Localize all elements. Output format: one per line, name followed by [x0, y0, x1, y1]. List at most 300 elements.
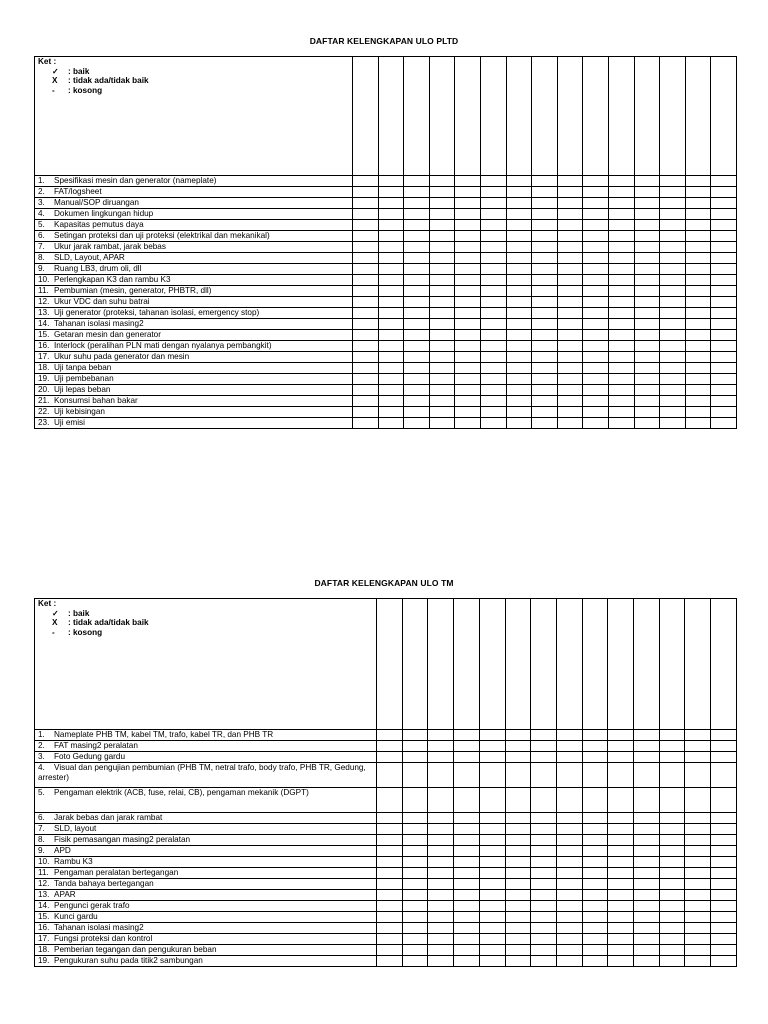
check-mark-cell[interactable]	[505, 912, 531, 923]
check-mark-cell[interactable]	[634, 275, 660, 286]
check-mark-cell[interactable]	[377, 824, 403, 835]
check-mark-cell[interactable]	[583, 242, 609, 253]
check-mark-cell[interactable]	[378, 396, 404, 407]
check-mark-cell[interactable]	[634, 923, 660, 934]
check-mark-cell[interactable]	[353, 374, 379, 385]
check-mark-cell[interactable]	[711, 945, 737, 956]
check-mark-cell[interactable]	[454, 752, 480, 763]
check-mark-cell[interactable]	[556, 956, 582, 967]
check-mark-cell[interactable]	[532, 352, 558, 363]
check-mark-cell[interactable]	[479, 835, 505, 846]
check-mark-cell[interactable]	[377, 934, 403, 945]
check-mark-cell[interactable]	[404, 187, 430, 198]
check-mark-cell[interactable]	[608, 752, 634, 763]
check-mark-cell[interactable]	[634, 374, 660, 385]
check-mark-cell[interactable]	[479, 788, 505, 813]
check-mark-cell[interactable]	[608, 231, 634, 242]
check-mark-cell[interactable]	[506, 264, 532, 275]
check-mark-cell[interactable]	[402, 934, 428, 945]
check-mark-cell[interactable]	[353, 264, 379, 275]
check-mark-cell[interactable]	[532, 220, 558, 231]
check-mark-cell[interactable]	[532, 363, 558, 374]
header-mark-cell[interactable]	[454, 599, 480, 730]
check-mark-cell[interactable]	[377, 788, 403, 813]
header-mark-cell[interactable]	[480, 57, 506, 176]
header-mark-cell[interactable]	[378, 57, 404, 176]
check-mark-cell[interactable]	[505, 890, 531, 901]
header-mark-cell[interactable]	[634, 599, 660, 730]
check-mark-cell[interactable]	[402, 956, 428, 967]
check-mark-cell[interactable]	[428, 741, 454, 752]
check-mark-cell[interactable]	[428, 857, 454, 868]
check-mark-cell[interactable]	[634, 901, 660, 912]
check-mark-cell[interactable]	[557, 176, 583, 187]
check-mark-cell[interactable]	[506, 308, 532, 319]
check-mark-cell[interactable]	[506, 253, 532, 264]
check-mark-cell[interactable]	[480, 176, 506, 187]
check-mark-cell[interactable]	[608, 242, 634, 253]
check-mark-cell[interactable]	[454, 868, 480, 879]
check-mark-cell[interactable]	[353, 209, 379, 220]
check-mark-cell[interactable]	[556, 788, 582, 813]
header-mark-cell[interactable]	[402, 599, 428, 730]
check-mark-cell[interactable]	[557, 198, 583, 209]
check-mark-cell[interactable]	[428, 945, 454, 956]
check-mark-cell[interactable]	[582, 741, 608, 752]
header-mark-cell[interactable]	[711, 599, 737, 730]
check-mark-cell[interactable]	[634, 253, 660, 264]
check-mark-cell[interactable]	[556, 879, 582, 890]
check-mark-cell[interactable]	[608, 176, 634, 187]
check-mark-cell[interactable]	[454, 824, 480, 835]
check-mark-cell[interactable]	[634, 824, 660, 835]
check-mark-cell[interactable]	[479, 901, 505, 912]
check-mark-cell[interactable]	[685, 752, 711, 763]
header-mark-cell[interactable]	[404, 57, 430, 176]
check-mark-cell[interactable]	[556, 912, 582, 923]
check-mark-cell[interactable]	[402, 813, 428, 824]
check-mark-cell[interactable]	[506, 209, 532, 220]
check-mark-cell[interactable]	[506, 176, 532, 187]
check-mark-cell[interactable]	[532, 297, 558, 308]
check-mark-cell[interactable]	[711, 890, 737, 901]
check-mark-cell[interactable]	[353, 253, 379, 264]
check-mark-cell[interactable]	[377, 945, 403, 956]
check-mark-cell[interactable]	[404, 264, 430, 275]
check-mark-cell[interactable]	[506, 286, 532, 297]
check-mark-cell[interactable]	[531, 835, 557, 846]
check-mark-cell[interactable]	[634, 934, 660, 945]
check-mark-cell[interactable]	[556, 890, 582, 901]
check-mark-cell[interactable]	[711, 912, 737, 923]
check-mark-cell[interactable]	[353, 319, 379, 330]
check-mark-cell[interactable]	[506, 198, 532, 209]
check-mark-cell[interactable]	[582, 890, 608, 901]
check-mark-cell[interactable]	[506, 396, 532, 407]
check-mark-cell[interactable]	[685, 741, 711, 752]
check-mark-cell[interactable]	[402, 868, 428, 879]
check-mark-cell[interactable]	[506, 330, 532, 341]
check-mark-cell[interactable]	[378, 242, 404, 253]
check-mark-cell[interactable]	[531, 788, 557, 813]
check-mark-cell[interactable]	[634, 813, 660, 824]
check-mark-cell[interactable]	[377, 835, 403, 846]
check-mark-cell[interactable]	[583, 275, 609, 286]
check-mark-cell[interactable]	[711, 352, 737, 363]
check-mark-cell[interactable]	[685, 275, 711, 286]
check-mark-cell[interactable]	[531, 912, 557, 923]
check-mark-cell[interactable]	[634, 176, 660, 187]
check-mark-cell[interactable]	[711, 319, 737, 330]
check-mark-cell[interactable]	[378, 374, 404, 385]
check-mark-cell[interactable]	[659, 835, 685, 846]
check-mark-cell[interactable]	[685, 209, 711, 220]
check-mark-cell[interactable]	[404, 385, 430, 396]
check-mark-cell[interactable]	[479, 813, 505, 824]
check-mark-cell[interactable]	[429, 286, 455, 297]
check-mark-cell[interactable]	[660, 242, 686, 253]
check-mark-cell[interactable]	[634, 187, 660, 198]
check-mark-cell[interactable]	[402, 857, 428, 868]
check-mark-cell[interactable]	[454, 901, 480, 912]
check-mark-cell[interactable]	[556, 945, 582, 956]
check-mark-cell[interactable]	[711, 396, 737, 407]
check-mark-cell[interactable]	[556, 901, 582, 912]
header-mark-cell[interactable]	[685, 57, 711, 176]
check-mark-cell[interactable]	[455, 297, 481, 308]
check-mark-cell[interactable]	[377, 813, 403, 824]
check-mark-cell[interactable]	[455, 253, 481, 264]
header-mark-cell[interactable]	[506, 57, 532, 176]
check-mark-cell[interactable]	[711, 741, 737, 752]
check-mark-cell[interactable]	[711, 363, 737, 374]
check-mark-cell[interactable]	[378, 209, 404, 220]
check-mark-cell[interactable]	[659, 763, 685, 788]
check-mark-cell[interactable]	[531, 741, 557, 752]
check-mark-cell[interactable]	[660, 308, 686, 319]
check-mark-cell[interactable]	[711, 407, 737, 418]
check-mark-cell[interactable]	[479, 763, 505, 788]
check-mark-cell[interactable]	[353, 275, 379, 286]
check-mark-cell[interactable]	[582, 956, 608, 967]
check-mark-cell[interactable]	[608, 341, 634, 352]
check-mark-cell[interactable]	[634, 730, 660, 741]
check-mark-cell[interactable]	[711, 763, 737, 788]
check-mark-cell[interactable]	[506, 297, 532, 308]
header-mark-cell[interactable]	[455, 57, 481, 176]
check-mark-cell[interactable]	[402, 835, 428, 846]
check-mark-cell[interactable]	[429, 330, 455, 341]
check-mark-cell[interactable]	[583, 264, 609, 275]
check-mark-cell[interactable]	[608, 264, 634, 275]
check-mark-cell[interactable]	[480, 374, 506, 385]
check-mark-cell[interactable]	[634, 209, 660, 220]
check-mark-cell[interactable]	[685, 824, 711, 835]
check-mark-cell[interactable]	[660, 352, 686, 363]
check-mark-cell[interactable]	[378, 363, 404, 374]
check-mark-cell[interactable]	[583, 407, 609, 418]
check-mark-cell[interactable]	[608, 879, 634, 890]
check-mark-cell[interactable]	[506, 418, 532, 429]
check-mark-cell[interactable]	[532, 187, 558, 198]
header-mark-cell[interactable]	[377, 599, 403, 730]
check-mark-cell[interactable]	[531, 813, 557, 824]
check-mark-cell[interactable]	[582, 813, 608, 824]
check-mark-cell[interactable]	[659, 741, 685, 752]
check-mark-cell[interactable]	[556, 846, 582, 857]
header-mark-cell[interactable]	[582, 599, 608, 730]
check-mark-cell[interactable]	[659, 857, 685, 868]
check-mark-cell[interactable]	[634, 385, 660, 396]
check-mark-cell[interactable]	[711, 868, 737, 879]
check-mark-cell[interactable]	[480, 264, 506, 275]
check-mark-cell[interactable]	[505, 934, 531, 945]
check-mark-cell[interactable]	[402, 824, 428, 835]
check-mark-cell[interactable]	[660, 418, 686, 429]
check-mark-cell[interactable]	[429, 275, 455, 286]
check-mark-cell[interactable]	[506, 187, 532, 198]
check-mark-cell[interactable]	[455, 286, 481, 297]
check-mark-cell[interactable]	[506, 275, 532, 286]
check-mark-cell[interactable]	[402, 763, 428, 788]
header-mark-cell[interactable]	[685, 599, 711, 730]
check-mark-cell[interactable]	[557, 264, 583, 275]
check-mark-cell[interactable]	[402, 901, 428, 912]
check-mark-cell[interactable]	[556, 813, 582, 824]
check-mark-cell[interactable]	[582, 868, 608, 879]
check-mark-cell[interactable]	[404, 253, 430, 264]
check-mark-cell[interactable]	[634, 396, 660, 407]
check-mark-cell[interactable]	[455, 209, 481, 220]
check-mark-cell[interactable]	[378, 275, 404, 286]
check-mark-cell[interactable]	[402, 945, 428, 956]
check-mark-cell[interactable]	[505, 835, 531, 846]
check-mark-cell[interactable]	[454, 788, 480, 813]
check-mark-cell[interactable]	[532, 374, 558, 385]
check-mark-cell[interactable]	[404, 407, 430, 418]
check-mark-cell[interactable]	[608, 286, 634, 297]
check-mark-cell[interactable]	[711, 198, 737, 209]
check-mark-cell[interactable]	[505, 923, 531, 934]
check-mark-cell[interactable]	[557, 242, 583, 253]
check-mark-cell[interactable]	[428, 752, 454, 763]
check-mark-cell[interactable]	[711, 297, 737, 308]
check-mark-cell[interactable]	[479, 923, 505, 934]
check-mark-cell[interactable]	[659, 923, 685, 934]
check-mark-cell[interactable]	[480, 242, 506, 253]
check-mark-cell[interactable]	[660, 385, 686, 396]
check-mark-cell[interactable]	[608, 912, 634, 923]
check-mark-cell[interactable]	[455, 363, 481, 374]
check-mark-cell[interactable]	[711, 176, 737, 187]
check-mark-cell[interactable]	[480, 187, 506, 198]
check-mark-cell[interactable]	[711, 752, 737, 763]
check-mark-cell[interactable]	[660, 176, 686, 187]
check-mark-cell[interactable]	[505, 763, 531, 788]
check-mark-cell[interactable]	[685, 264, 711, 275]
check-mark-cell[interactable]	[685, 341, 711, 352]
check-mark-cell[interactable]	[557, 407, 583, 418]
check-mark-cell[interactable]	[583, 341, 609, 352]
check-mark-cell[interactable]	[454, 813, 480, 824]
check-mark-cell[interactable]	[404, 308, 430, 319]
check-mark-cell[interactable]	[634, 220, 660, 231]
check-mark-cell[interactable]	[685, 297, 711, 308]
check-mark-cell[interactable]	[608, 308, 634, 319]
check-mark-cell[interactable]	[428, 763, 454, 788]
check-mark-cell[interactable]	[608, 945, 634, 956]
check-mark-cell[interactable]	[608, 741, 634, 752]
check-mark-cell[interactable]	[660, 363, 686, 374]
check-mark-cell[interactable]	[428, 868, 454, 879]
check-mark-cell[interactable]	[608, 297, 634, 308]
check-mark-cell[interactable]	[583, 352, 609, 363]
header-mark-cell[interactable]	[505, 599, 531, 730]
check-mark-cell[interactable]	[429, 187, 455, 198]
check-mark-cell[interactable]	[685, 253, 711, 264]
check-mark-cell[interactable]	[479, 934, 505, 945]
check-mark-cell[interactable]	[608, 846, 634, 857]
check-mark-cell[interactable]	[634, 752, 660, 763]
header-mark-cell[interactable]	[428, 599, 454, 730]
check-mark-cell[interactable]	[660, 297, 686, 308]
header-mark-cell[interactable]	[353, 57, 379, 176]
check-mark-cell[interactable]	[480, 253, 506, 264]
check-mark-cell[interactable]	[634, 912, 660, 923]
check-mark-cell[interactable]	[634, 407, 660, 418]
check-mark-cell[interactable]	[608, 253, 634, 264]
check-mark-cell[interactable]	[404, 286, 430, 297]
check-mark-cell[interactable]	[480, 231, 506, 242]
check-mark-cell[interactable]	[531, 846, 557, 857]
check-mark-cell[interactable]	[532, 275, 558, 286]
check-mark-cell[interactable]	[480, 396, 506, 407]
check-mark-cell[interactable]	[455, 352, 481, 363]
check-mark-cell[interactable]	[454, 879, 480, 890]
check-mark-cell[interactable]	[353, 198, 379, 209]
check-mark-cell[interactable]	[711, 374, 737, 385]
check-mark-cell[interactable]	[532, 319, 558, 330]
check-mark-cell[interactable]	[429, 418, 455, 429]
check-mark-cell[interactable]	[659, 730, 685, 741]
check-mark-cell[interactable]	[505, 824, 531, 835]
check-mark-cell[interactable]	[455, 176, 481, 187]
check-mark-cell[interactable]	[582, 788, 608, 813]
check-mark-cell[interactable]	[353, 187, 379, 198]
check-mark-cell[interactable]	[711, 187, 737, 198]
check-mark-cell[interactable]	[556, 741, 582, 752]
check-mark-cell[interactable]	[583, 396, 609, 407]
check-mark-cell[interactable]	[429, 385, 455, 396]
check-mark-cell[interactable]	[531, 956, 557, 967]
check-mark-cell[interactable]	[429, 253, 455, 264]
check-mark-cell[interactable]	[583, 187, 609, 198]
check-mark-cell[interactable]	[429, 209, 455, 220]
check-mark-cell[interactable]	[353, 242, 379, 253]
check-mark-cell[interactable]	[404, 374, 430, 385]
check-mark-cell[interactable]	[429, 352, 455, 363]
check-mark-cell[interactable]	[711, 824, 737, 835]
check-mark-cell[interactable]	[505, 868, 531, 879]
check-mark-cell[interactable]	[505, 879, 531, 890]
check-mark-cell[interactable]	[685, 319, 711, 330]
check-mark-cell[interactable]	[583, 330, 609, 341]
check-mark-cell[interactable]	[634, 945, 660, 956]
check-mark-cell[interactable]	[557, 253, 583, 264]
check-mark-cell[interactable]	[634, 341, 660, 352]
check-mark-cell[interactable]	[480, 341, 506, 352]
check-mark-cell[interactable]	[711, 730, 737, 741]
check-mark-cell[interactable]	[377, 730, 403, 741]
check-mark-cell[interactable]	[608, 868, 634, 879]
check-mark-cell[interactable]	[454, 846, 480, 857]
check-mark-cell[interactable]	[557, 374, 583, 385]
check-mark-cell[interactable]	[506, 341, 532, 352]
check-mark-cell[interactable]	[711, 934, 737, 945]
check-mark-cell[interactable]	[711, 857, 737, 868]
check-mark-cell[interactable]	[608, 363, 634, 374]
check-mark-cell[interactable]	[404, 275, 430, 286]
header-mark-cell[interactable]	[608, 599, 634, 730]
check-mark-cell[interactable]	[404, 330, 430, 341]
check-mark-cell[interactable]	[711, 242, 737, 253]
check-mark-cell[interactable]	[582, 752, 608, 763]
check-mark-cell[interactable]	[505, 857, 531, 868]
check-mark-cell[interactable]	[532, 330, 558, 341]
check-mark-cell[interactable]	[378, 407, 404, 418]
check-mark-cell[interactable]	[685, 890, 711, 901]
check-mark-cell[interactable]	[583, 418, 609, 429]
check-mark-cell[interactable]	[455, 242, 481, 253]
check-mark-cell[interactable]	[685, 956, 711, 967]
check-mark-cell[interactable]	[506, 374, 532, 385]
header-mark-cell[interactable]	[557, 57, 583, 176]
check-mark-cell[interactable]	[353, 220, 379, 231]
check-mark-cell[interactable]	[608, 352, 634, 363]
check-mark-cell[interactable]	[711, 286, 737, 297]
check-mark-cell[interactable]	[454, 730, 480, 741]
check-mark-cell[interactable]	[506, 352, 532, 363]
check-mark-cell[interactable]	[711, 209, 737, 220]
check-mark-cell[interactable]	[634, 835, 660, 846]
check-mark-cell[interactable]	[505, 901, 531, 912]
check-mark-cell[interactable]	[455, 385, 481, 396]
check-mark-cell[interactable]	[378, 264, 404, 275]
check-mark-cell[interactable]	[659, 846, 685, 857]
check-mark-cell[interactable]	[634, 231, 660, 242]
check-mark-cell[interactable]	[479, 741, 505, 752]
check-mark-cell[interactable]	[582, 934, 608, 945]
check-mark-cell[interactable]	[479, 730, 505, 741]
check-mark-cell[interactable]	[711, 813, 737, 824]
check-mark-cell[interactable]	[480, 286, 506, 297]
check-mark-cell[interactable]	[582, 824, 608, 835]
check-mark-cell[interactable]	[480, 275, 506, 286]
check-mark-cell[interactable]	[531, 763, 557, 788]
check-mark-cell[interactable]	[711, 275, 737, 286]
check-mark-cell[interactable]	[557, 209, 583, 220]
header-mark-cell[interactable]	[608, 57, 634, 176]
check-mark-cell[interactable]	[608, 923, 634, 934]
check-mark-cell[interactable]	[660, 341, 686, 352]
check-mark-cell[interactable]	[583, 319, 609, 330]
check-mark-cell[interactable]	[660, 319, 686, 330]
check-mark-cell[interactable]	[402, 890, 428, 901]
check-mark-cell[interactable]	[583, 220, 609, 231]
check-mark-cell[interactable]	[480, 209, 506, 220]
check-mark-cell[interactable]	[582, 835, 608, 846]
header-mark-cell[interactable]	[531, 599, 557, 730]
